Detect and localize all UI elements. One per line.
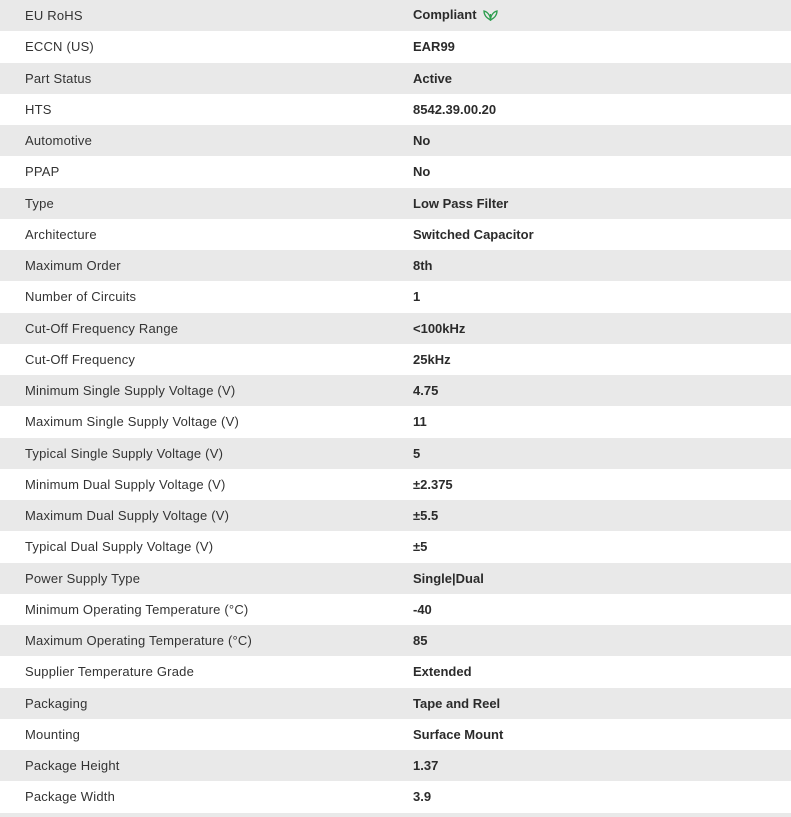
spec-row-min-dual-supply-voltage — [0, 469, 791, 500]
spec-value: 25kHz — [413, 351, 451, 367]
spec-value: 1.37 — [413, 758, 439, 774]
spec-value: <100kHz — [413, 320, 466, 336]
spec-row-typical-single-supply-voltage — [0, 438, 791, 469]
spec-label: Maximum Dual Supply Voltage (V) — [25, 508, 230, 524]
spec-row-supplier-temperature-grade — [0, 656, 791, 687]
spec-row-package-height — [0, 750, 791, 781]
spec-row-cutoff-frequency-range — [0, 313, 791, 344]
spec-row-package-width — [0, 781, 791, 812]
spec-label: Type — [25, 195, 54, 211]
spec-value: Surface Mount — [413, 726, 504, 742]
spec-label: Supplier Temperature Grade — [25, 664, 194, 680]
spec-value: 8542.39.00.20 — [413, 101, 497, 117]
spec-row-automotive — [0, 125, 791, 156]
spec-label: Package Height — [25, 758, 120, 774]
spec-row-power-supply-type — [0, 563, 791, 594]
spec-value: No — [413, 164, 431, 180]
spec-label: Maximum Operating Temperature (°C) — [25, 633, 253, 649]
spec-row-eccn — [0, 31, 791, 62]
spec-row-ppap — [0, 156, 791, 187]
spec-label: Minimum Single Supply Voltage (V) — [25, 383, 236, 399]
spec-value: Compliant — [413, 7, 477, 23]
spec-label: Mounting — [25, 726, 81, 742]
spec-value: Tape and Reel — [413, 695, 501, 711]
spec-label: Packaging — [25, 695, 88, 711]
spec-row-max-single-supply-voltage — [0, 406, 791, 437]
spec-label: Architecture — [25, 226, 97, 242]
spec-row-min-operating-temperature — [0, 594, 791, 625]
spec-row-number-of-circuits — [0, 281, 791, 312]
spec-row-architecture — [0, 219, 791, 250]
spec-value: 1 — [413, 289, 421, 305]
spec-value: -40 — [413, 601, 432, 617]
spec-row-part-status — [0, 63, 791, 94]
spec-row-packaging — [0, 688, 791, 719]
spec-value: 8th — [413, 258, 433, 274]
spec-label: PPAP — [25, 164, 60, 180]
spec-label: Typical Dual Supply Voltage (V) — [25, 539, 214, 555]
spec-row-eu-rohs — [0, 0, 791, 31]
spec-row-min-single-supply-voltage — [0, 375, 791, 406]
spec-value: No — [413, 133, 431, 149]
spec-value: 4.75 — [413, 383, 439, 399]
spec-label: Number of Circuits — [25, 289, 137, 305]
spec-label: Minimum Dual Supply Voltage (V) — [25, 476, 226, 492]
spec-row-mounting — [0, 719, 791, 750]
spec-label: Cut-Off Frequency Range — [25, 320, 179, 336]
spec-label: Power Supply Type — [25, 570, 141, 586]
spec-value: EAR99 — [413, 39, 455, 55]
spec-label: Maximum Order — [25, 258, 121, 274]
spec-value: Low Pass Filter — [413, 195, 509, 211]
table-bottom-divider — [0, 813, 791, 817]
spec-row-cutoff-frequency — [0, 344, 791, 375]
spec-value: Switched Capacitor — [413, 226, 534, 242]
spec-label: Automotive — [25, 133, 93, 149]
spec-label: ECCN (US) — [25, 39, 94, 55]
spec-value: 5 — [413, 445, 421, 461]
spec-label: EU RoHS — [25, 8, 83, 24]
spec-row-max-operating-temperature — [0, 625, 791, 656]
spec-value-cell — [413, 0, 791, 31]
spec-value: ±5.5 — [413, 508, 439, 524]
spec-value: 11 — [413, 414, 427, 430]
spec-label: Cut-Off Frequency — [25, 351, 136, 367]
spec-value: Active — [413, 70, 453, 86]
spec-value: 3.9 — [413, 789, 432, 805]
spec-row-type — [0, 188, 791, 219]
spec-value: 85 — [413, 633, 428, 649]
spec-row-hts — [0, 94, 791, 125]
spec-value: ±5 — [413, 539, 428, 555]
spec-label: Package Width — [25, 789, 116, 805]
spec-row-maximum-order — [0, 250, 791, 281]
spec-label: Typical Single Supply Voltage (V) — [25, 445, 224, 461]
spec-value: Single|Dual — [413, 570, 484, 586]
spec-row-typical-dual-supply-voltage — [0, 531, 791, 562]
spec-label: HTS — [25, 101, 52, 117]
spec-label: Minimum Operating Temperature (°C) — [25, 601, 249, 617]
spec-row-max-dual-supply-voltage — [0, 500, 791, 531]
spec-value: Extended — [413, 664, 472, 680]
spec-label: Maximum Single Supply Voltage (V) — [25, 414, 239, 430]
spec-value: ±2.375 — [413, 476, 453, 492]
leaf-icon — [483, 9, 498, 24]
spec-label: Part Status — [25, 70, 92, 86]
